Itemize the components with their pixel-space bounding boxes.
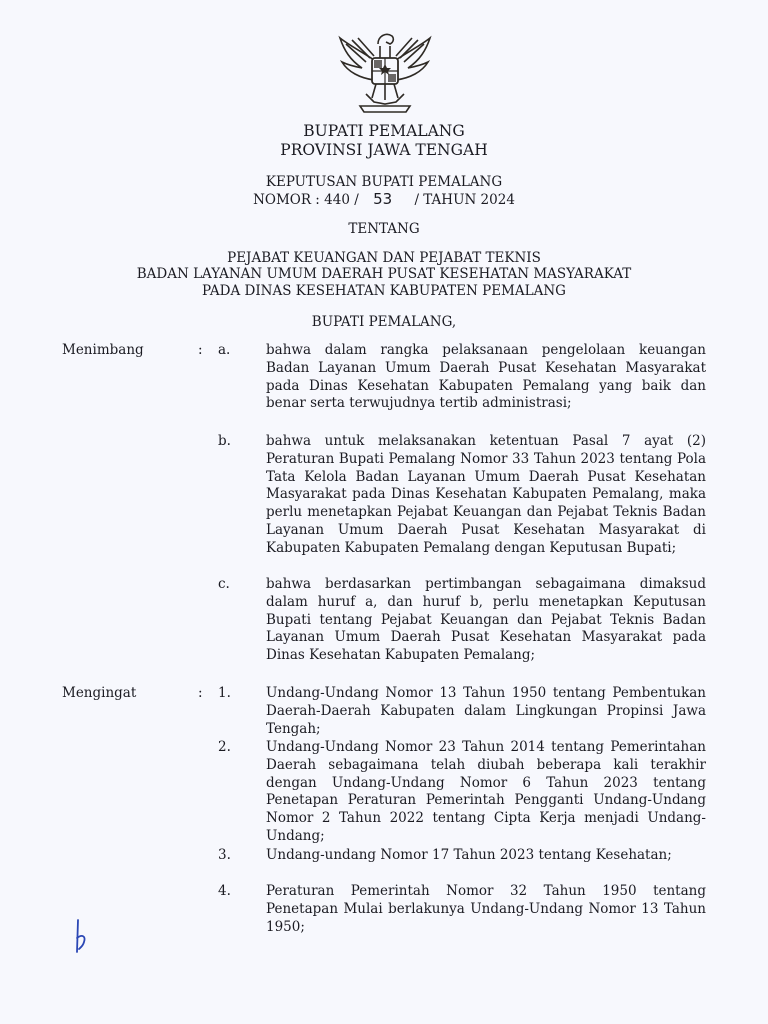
menimbang-label: Menimbang [62, 342, 144, 358]
item-mark: b. [218, 433, 231, 449]
subject-line-1: PEJABAT KEUANGAN DAN PEJABAT TEKNIS [227, 250, 541, 266]
decree-number-prefix: NOMOR : 440 / [253, 192, 359, 208]
paraf-initial-mark [72, 916, 92, 956]
item-mark: 1. [218, 685, 231, 701]
item-text: bahwa untuk melaksanakan ketentuan Pasal 7 ayat (2) Peraturan Bupati Pemalang Nomor 33 Tahun 2023 tentang Pola Tata Kelola Badan Layanan Umum Daerah Pusat Kesehatan Masyarakat pada Dinas Kesehatan Kabupaten Pemalang, maka perlu menetapkan Pejabat Keuangan dan Pejabat Teknis Badan Layanan Umum Daerah Pusat Kesehatan Masyarakat di Kabupaten Kabupaten Pemalang dengan Keputusan Bupati; [266, 433, 706, 556]
mengingat-colon: : [198, 685, 203, 701]
item-mark: 4. [218, 883, 231, 899]
about-heading: TENTANG [348, 221, 420, 237]
menimbang-colon: : [198, 342, 203, 358]
decree-type: KEPUTUSAN BUPATI PEMALANG [265, 174, 503, 190]
item-text: Undang-Undang Nomor 13 Tahun 1950 tentang Pembentukan Daerah-Daerah Kabupaten dalam Lingkungan Propinsi Jawa Tengah; [266, 685, 706, 737]
item-text: Undang-Undang Nomor 23 Tahun 2014 tentang Pemerintahan Daerah sebagaimana telah diubah beberapa kali terakhir dengan Undang-Undang Nomor 6 Tahun 2023 tentang Penetapan Peraturan Pemerintah Pengganti Undang-Undang Nomor 2 Tahun 2022 tentang Cipta Kerja menjadi Undang-Undang; [266, 739, 706, 844]
province-title: PROVINSI JAWA TENGAH [280, 141, 488, 159]
item-text: Peraturan Pemerintah Nomor 32 Tahun 1950 tentang Penetapan Mulai berlakunya Undang-Undang Nomor 13 Tahun 1950; [266, 883, 706, 935]
item-mark: 2. [218, 739, 231, 755]
item-mark: c. [218, 576, 230, 592]
decree-number-suffix: / TAHUN 2024 [414, 192, 515, 208]
issuer-line: BUPATI PEMALANG, [311, 314, 457, 330]
regent-title: BUPATI PEMALANG [303, 122, 465, 140]
decree-number-handwritten: 53 [373, 190, 393, 208]
item-text: Undang-undang Nomor 17 Tahun 2023 tentang Kesehatan; [266, 847, 672, 863]
subject-line-2: BADAN LAYANAN UMUM DAERAH PUSAT KESEHATAN MASYARAKAT [136, 266, 632, 282]
item-text: bahwa dalam rangka pelaksanaan pengelolaan keuangan Badan Layanan Umum Daerah Pusat Kesehatan Masyarakat pada Dinas Kesehatan Kabupaten Pemalang yang baik dan benar serta terwujudnya tertib administrasi; [266, 342, 706, 412]
item-text: bahwa berdasarkan pertimbangan sebagaimana dimaksud dalam huruf a, dan huruf b, perlu menetapkan Keputusan Bupati tentang Pejabat Keuangan dan Pejabat Teknis Badan Layanan Umum Daerah Pusat Kesehatan Masyarakat pada Dinas Kesehatan Kabupaten Pemalang; [266, 576, 706, 664]
mengingat-label: Mengingat [62, 685, 137, 701]
item-mark: 3. [218, 847, 231, 863]
subject-line-3: PADA DINAS KESEHATAN KABUPATEN PEMALANG [202, 283, 566, 299]
decree-number [0, 190, 768, 208]
garuda-pancasila-emblem [336, 24, 434, 116]
item-mark: a. [218, 342, 231, 358]
